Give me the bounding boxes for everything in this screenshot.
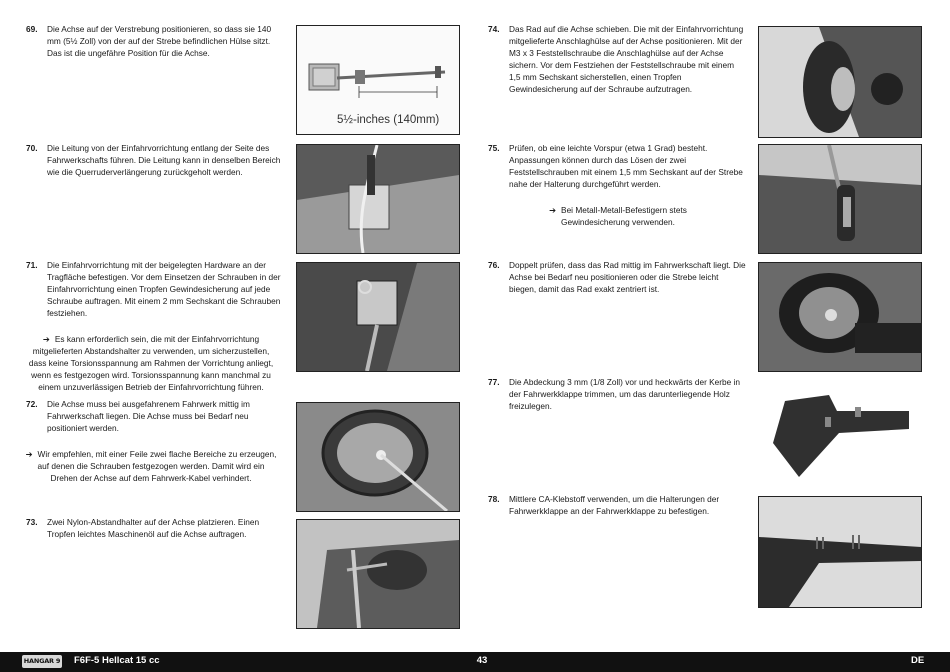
wheel-centered-illustration [759,263,921,371]
note-75 [520,205,716,229]
note-72 [24,449,278,485]
note-text: Bei Metall-Metall-Befestigern stets Gewindesicherung verwenden. [561,205,687,227]
spacers-illustration [297,520,459,628]
photo-axle-position [296,25,460,135]
step-text: Doppelt prüfen, dass das Rad mittig im Fahrwerkschaft liegt. Die Achse bei Bedarf neu positionieren oder die Strebe leicht biegen, damit das Rad exakt zentriert ist. [509,260,746,294]
photo-retract-mounted [296,262,460,372]
retract-wire-illustration [297,145,459,253]
step-number: 78. [488,494,500,504]
step-number: 69. [26,24,38,34]
note-71 [24,334,278,394]
photo-retract-wire [296,144,460,254]
note-text: Es kann erforderlich sein, die mit der Einfahrvorrichtung mitgelieferten Abstandshalter zu verwenden, um sicherzustellen, dass keine Torsionsspannung am Rahmen der Vorrichtung anliegt, wenn es festgezogen wird. Torsionsspannung kann manchmal zu einem unzuverlässigen Betrieb der Einfahrvorrichtung führen. [28,334,274,392]
photo-wheel-on-axle [758,26,922,138]
arrow-icon: ➔ [25,449,33,459]
photo-spacers [296,519,460,629]
note-text: Wir empfehlen, mit einer Feile zwei flache Bereiche zu erzeugen, auf denen die Schrauben festgezogen werden. Damit wird ein Drehen der Achse auf dem Fahrwerk-Kabel verhindert. [37,449,277,483]
step-text: Die Leitung von der Einfahrvorrichtung entlang der Seite des Fahrwerkschafts führen. Die Leitung kann in denselben Bereich wie die Querruderverlängerung zurückgeholt werden. [47,143,281,177]
step-text: Die Einfahrvorrichtung mit der beigelegten Hardware an der Tragfläche befestigen. Vor dem Einsetzen der Schrauben in der Einfahrvorrichtung einen Tropfen Gewindesicherung auf jede Schraube auftragen. Mit einem 2 mm Sechskant die Schrauben festziehen. [47,260,281,318]
arrow-icon: ➔ [42,334,50,344]
step-text: Mittlere CA-Klebstoff verwenden, um die Halterungen der Fahrwerkklappe an der Fahrwerkklappe zu befestigen. [509,494,720,516]
wheel-illustration [759,27,921,137]
language-code: DE [911,655,925,666]
step-text: Prüfen, ob eine leichte Vorspur (etwa 1 Grad) besteht. Anpassungen können durch das Lösen der zwei Feststellschrauben mit einem 1,5 mm Sechskant auf der Strebe nahe der Halterung durchgeführt werden. [509,143,743,189]
step-number: 77. [488,377,500,387]
step-text: Zwei Nylon-Abstandhalter auf der Achse platzieren. Einen Tropfen leichtes Maschinenöl auf die Achse auftragen. [47,517,260,539]
arrow-icon: ➔ [549,205,557,215]
step-number: 73. [26,517,38,527]
wheel-well-illustration [297,403,459,511]
photo-gear-door-trim [758,380,922,492]
retract-mounted-illustration [297,263,459,371]
hangar9-logo: HANGAR 9 [22,655,62,668]
step-text: Die Abdeckung 3 mm (1/8 Zoll) vor und heckwärts der Kerbe in der Fahrwerkklappe trimmen, um das darunterliegende Holz freizulegen. [509,377,741,411]
step-text: Die Achse auf der Verstrebung positionieren, so dass sie 140 mm (5½ Zoll) von der auf der Strebe befindlichen Hülse sitzt. Das ist die ungefähre Position für die Achse. [47,24,272,58]
toe-in-illustration [759,145,921,253]
step-number: 72. [26,399,38,409]
photo-toe-in [758,144,922,254]
step-number: 71. [26,260,38,270]
step-text: Das Rad auf die Achse schieben. Die mit der Einfahrvorrichtung mitgelieferte Anschlaghülse auf der Achse positionieren. Mit der M3 x 3 Feststellschraube die Anschlaghülse auf der Achse sichern. Vor dem Festziehen der Feststellschraube mit einem 1,5 mm Sechskant sicherstellen, einen Tropfen Gewindesicherung auf der Schraube aufzutragen. [509,24,744,94]
step-number: 76. [488,260,500,270]
gear-door-illustration [759,381,921,491]
step-number: 75. [488,143,500,153]
step-number: 70. [26,143,38,153]
step-number: 74. [488,24,500,34]
photo-wheel-centered [758,262,922,372]
photo-gear-door-brackets [758,496,922,608]
step-text: Die Achse muss bei ausgefahrenem Fahrwerk mittig im Fahrwerkschaft liegen. Die Achse muss bei Bedarf neu positioniert werden. [47,399,250,433]
gear-door-brackets-illustration [759,497,921,607]
product-title: F6F-5 Hellcat 15 cc [74,655,160,666]
page-number: 43 [476,655,488,666]
page-footer [0,652,950,672]
photo-axle-centered [296,402,460,512]
measurement-caption: 5½-inches (140mm) [337,114,440,126]
